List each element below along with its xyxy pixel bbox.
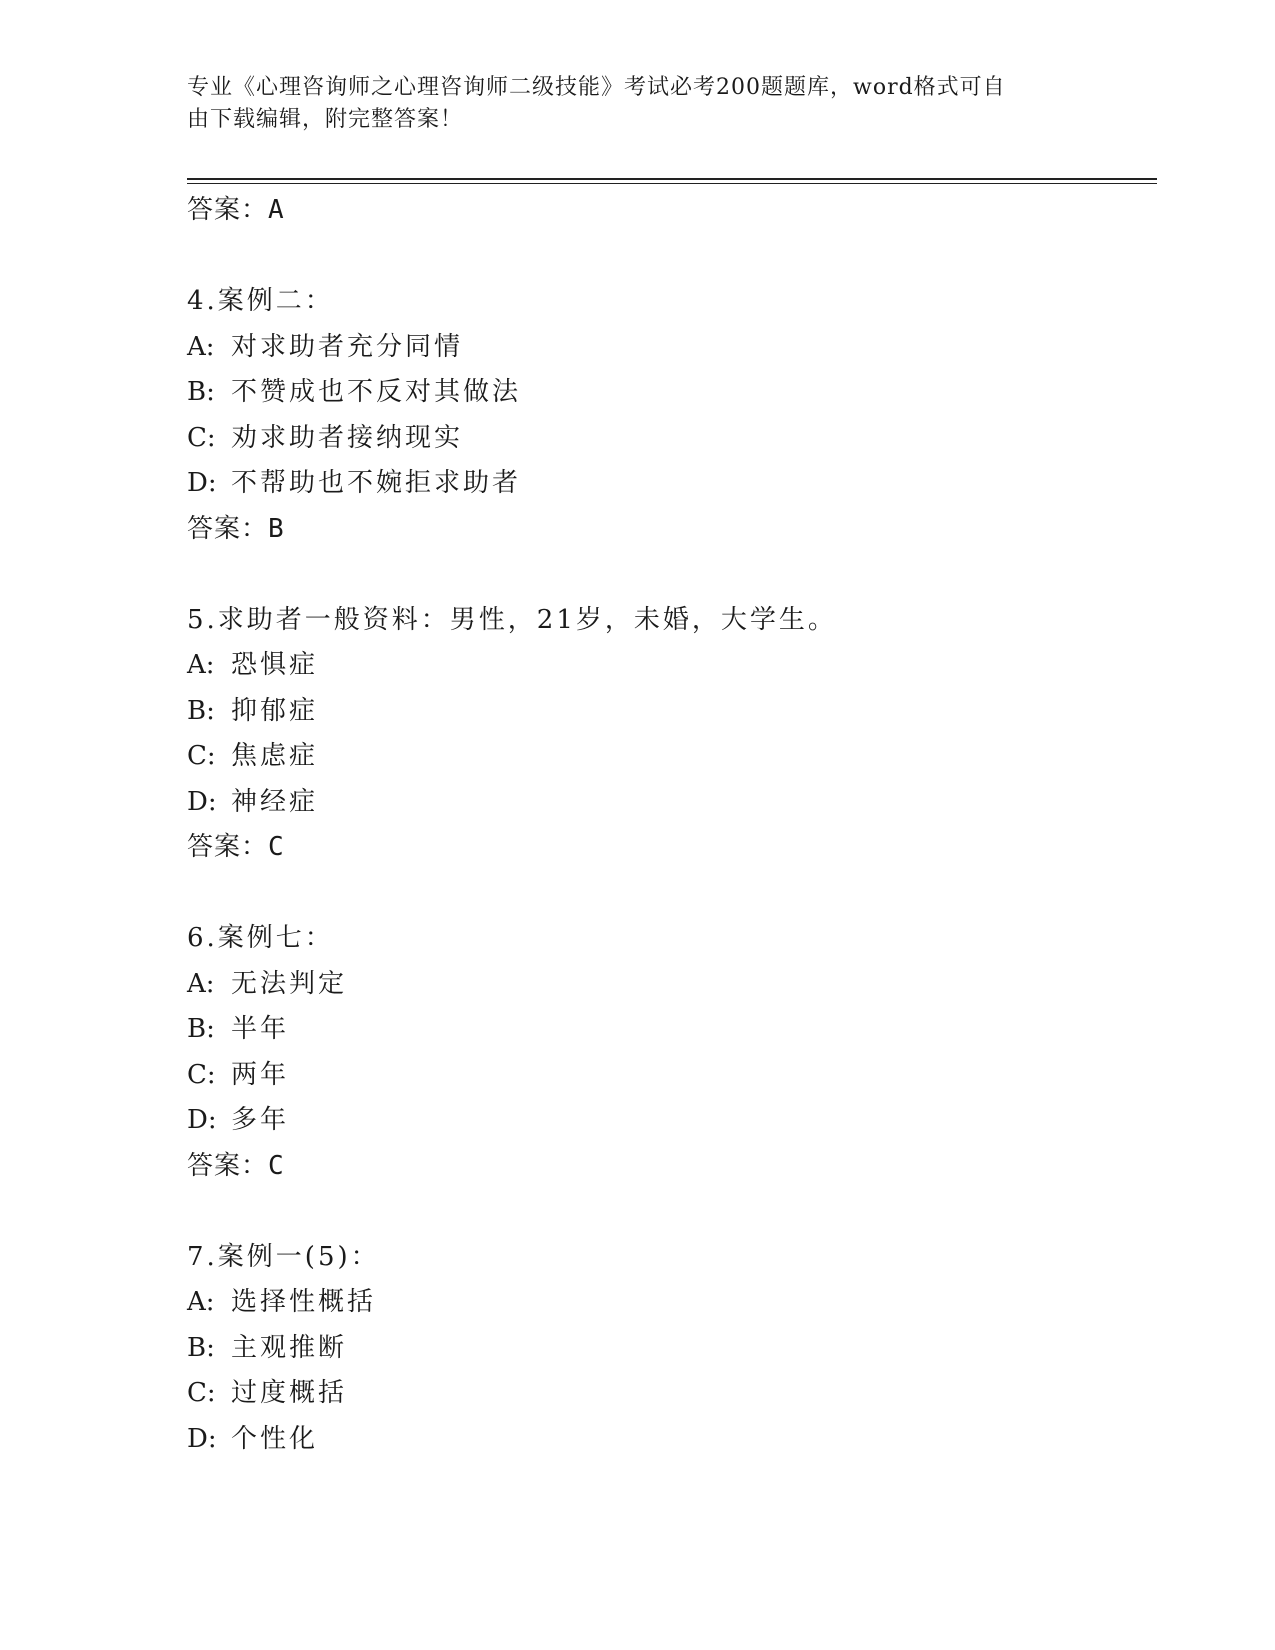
option-text: 对求助者充分同情	[231, 331, 464, 362]
option-letter: B:	[187, 1014, 215, 1044]
option-text: 抑郁症	[231, 695, 319, 726]
option-letter: C:	[187, 741, 216, 771]
option-b	[187, 689, 1147, 735]
option-c	[187, 416, 1147, 462]
document-header	[187, 72, 1087, 136]
answer-value: C	[268, 832, 285, 862]
spacer	[187, 234, 1147, 280]
option-b	[187, 1007, 1147, 1053]
answer-line	[187, 825, 1147, 871]
option-text: 选择性概括	[231, 1287, 377, 1317]
spacer	[187, 871, 1147, 917]
option-text: 过度概括	[231, 1378, 348, 1408]
option-text: 个性化	[231, 1423, 319, 1454]
option-letter: C:	[187, 1378, 216, 1408]
option-d	[187, 461, 1147, 507]
option-letter: C:	[187, 422, 216, 453]
option-text: 半年	[231, 1014, 290, 1044]
question-title: 4.案例二：	[187, 286, 334, 316]
option-letter: A:	[187, 331, 215, 362]
question-title: 5.求助者一般资料：男性，21岁，未婚，大学生。	[187, 604, 837, 635]
option-text: 焦虑症	[231, 741, 319, 771]
option-letter: C:	[187, 1059, 216, 1090]
option-d	[187, 1098, 1147, 1144]
option-letter: B:	[187, 695, 215, 726]
question-list	[187, 188, 1147, 1462]
option-text: 无法判定	[231, 968, 348, 999]
option-text: 多年	[231, 1105, 290, 1135]
answer-label: 答案：	[187, 1150, 269, 1181]
option-letter: D:	[187, 468, 217, 498]
option-letter: D:	[187, 786, 217, 817]
option-letter: A:	[187, 968, 215, 999]
option-c	[187, 734, 1147, 780]
option-letter: A:	[187, 650, 215, 680]
spacer	[187, 552, 1147, 598]
option-a	[187, 1280, 1147, 1326]
option-d	[187, 780, 1147, 826]
option-b	[187, 370, 1147, 416]
answer-line	[187, 507, 1147, 553]
question-title: 6.案例七：	[187, 923, 334, 953]
option-c	[187, 1053, 1147, 1099]
answer-label: 答案：	[187, 832, 269, 862]
header-rule-thin	[187, 183, 1157, 184]
spacer	[187, 1189, 1147, 1235]
option-letter: D:	[187, 1105, 217, 1135]
option-letter: B:	[187, 377, 215, 407]
option-text: 主观推断	[231, 1332, 348, 1363]
answer-label: 答案：	[187, 195, 269, 225]
option-text: 不赞成也不反对其做法	[231, 377, 522, 407]
option-d	[187, 1417, 1147, 1463]
answer-value: C	[268, 1150, 285, 1181]
option-text: 恐惧症	[231, 650, 319, 680]
option-letter: A:	[187, 1287, 215, 1317]
option-a	[187, 643, 1147, 689]
answer-line	[187, 1144, 1147, 1190]
header-rule-thick	[187, 178, 1157, 180]
header-line-2: 由下载编辑，附完整答案！	[187, 107, 464, 132]
option-text: 不帮助也不婉拒求助者	[231, 468, 522, 498]
option-text: 两年	[231, 1059, 290, 1090]
option-letter: B:	[187, 1332, 215, 1363]
option-a	[187, 962, 1147, 1008]
option-c	[187, 1371, 1147, 1417]
answer-value: A	[268, 195, 285, 225]
option-letter: D:	[187, 1423, 217, 1454]
option-text: 劝求助者接纳现实	[231, 422, 464, 453]
option-b	[187, 1326, 1147, 1372]
answer-label: 答案：	[187, 513, 269, 544]
question-title: 7.案例一(5)：	[187, 1241, 380, 1272]
answer-value: B	[268, 513, 285, 544]
option-text: 神经症	[231, 786, 319, 817]
option-a	[187, 325, 1147, 371]
header-line-1: 专业《心理咨询师之心理咨询师二级技能》考试必考200题题库，word格式可自	[187, 75, 1006, 100]
answer-line	[187, 188, 1147, 234]
